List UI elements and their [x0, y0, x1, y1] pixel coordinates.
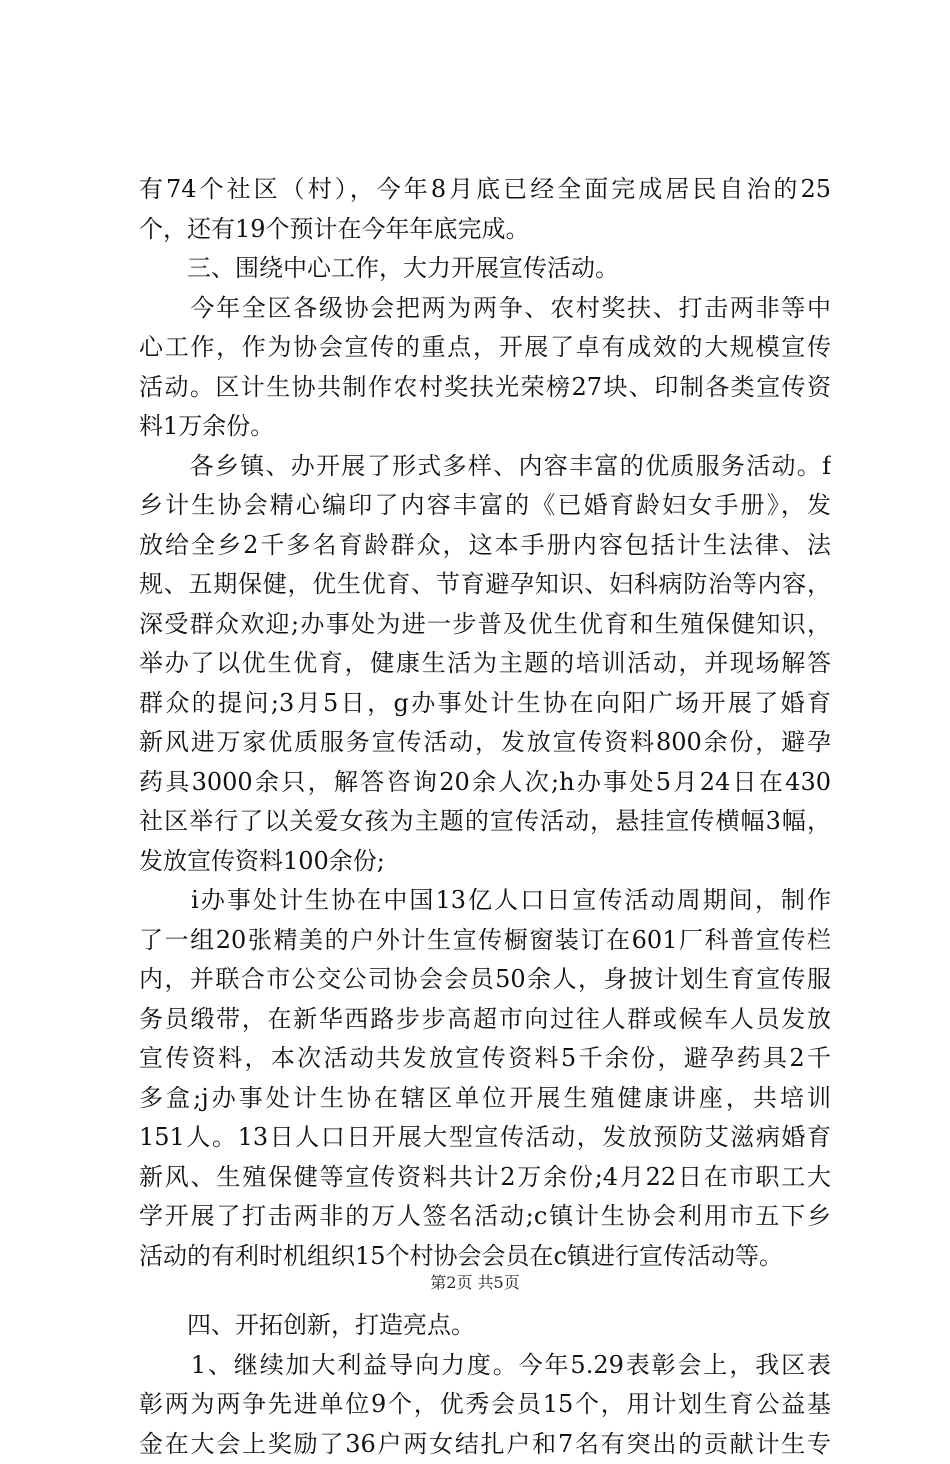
text-line: 活动的有利时机组织15个村协会会员在c镇进行宣传活动等。	[139, 1237, 831, 1277]
section-heading: 四、开拓创新，打造亮点。	[139, 1306, 831, 1346]
text-line: 学开展了打击两非的万人签名活动;c镇计生协会利用市五下乡	[139, 1197, 831, 1237]
text-line: 1、继续加大利益导向力度。今年5.29表彰会上，我区表	[139, 1346, 831, 1386]
text-line: 新风、生殖保健等宣传资料共计2万余份;4月22日在市职工大	[139, 1158, 831, 1198]
text-line: i办事处计生协在中国13亿人口日宣传活动周期间，制作	[139, 881, 831, 921]
text-line: 新风进万家优质服务宣传活动，发放宣传资料800余份，避孕	[139, 723, 831, 763]
text-line: 群众的提问;3月5日，g办事处计生协在向阳广场开展了婚育	[139, 684, 831, 724]
text-line: 彰两为两争先进单位9个，优秀会员15个，用计划生育公益基	[139, 1385, 831, 1425]
text-line: 心工作，作为协会宣传的重点，开展了卓有成效的大规模宣传	[139, 328, 831, 368]
text-line: 内，并联合市公交公司协会会员50余人，身披计划生育宣传服	[139, 960, 831, 1000]
text-line: 发放宣传资料100余份;	[139, 842, 831, 882]
text-line: 放给全乡2千多名育龄群众，这本手册内容包括计生法律、法	[139, 526, 831, 566]
text-line: 规、五期保健，优生优育、节育避孕知识、妇科病防治等内容，	[139, 565, 831, 605]
text-line: 乡计生协会精心编印了内容丰富的《已婚育龄妇女手册》，发	[139, 486, 831, 526]
text-line: 举办了以优生优育，健康生活为主题的培训活动，并现场解答	[139, 644, 831, 684]
text-line: 有74个社区（村），今年8月底已经全面完成居民自治的25	[139, 170, 831, 210]
text-line: 务员缎带，在新华西路步步高超市向过往人群或候车人员发放	[139, 1000, 831, 1040]
text-line: 多盒;j办事处计生协在辖区单位开展生殖健康讲座，共培训	[139, 1079, 831, 1119]
text-line: 今年全区各级协会把两为两争、农村奖扶、打击两非等中	[139, 289, 831, 329]
text-line: 各乡镇、办开展了形式多样、内容丰富的优质服务活动。f	[139, 447, 831, 487]
text-line: 深受群众欢迎;办事处为进一步普及优生优育和生殖保健知识，	[139, 605, 831, 645]
text-line: 金在大会上奖励了36户两女结扎户和7名有突出的贡献计生专	[139, 1425, 831, 1464]
text-line: 宣传资料，本次活动共发放宣传资料5千余份，避孕药具2千	[139, 1039, 831, 1079]
text-line: 151人。13日人口日开展大型宣传活动，发放预防艾滋病婚育	[139, 1118, 831, 1158]
section-heading: 三、围绕中心工作，大力开展宣传活动。	[139, 249, 831, 289]
document-body	[139, 170, 831, 1464]
text-line: 料1万余份。	[139, 407, 831, 447]
text-line: 社区举行了以关爱女孩为主题的宣传活动，悬挂宣传横幅3幅，	[139, 802, 831, 842]
page-number: 第2页 共5页	[0, 1273, 950, 1293]
text-line: 活动。区计生协共制作农村奖扶光荣榜27块、印制各类宣传资	[139, 368, 831, 408]
text-line: 了一组20张精美的户外计生宣传橱窗装订在601厂科普宣传栏	[139, 921, 831, 961]
text-line: 药具3000余只，解答咨询20余人次;h办事处5月24日在430	[139, 763, 831, 803]
text-line: 个，还有19个预计在今年年底完成。	[139, 210, 831, 250]
